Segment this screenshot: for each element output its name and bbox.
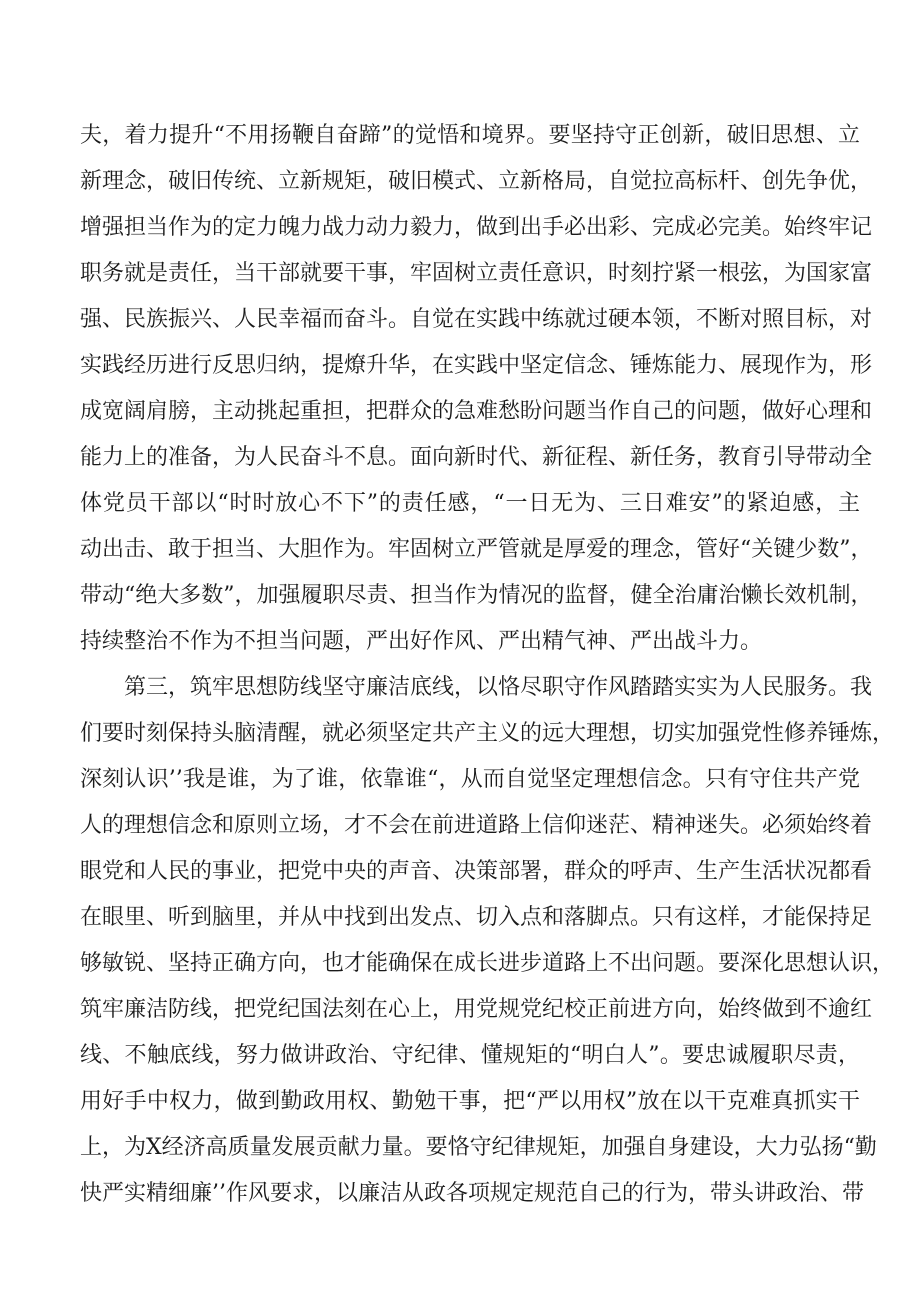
paragraph-2-line: 快严实精细廉’’作风要求，以廉洁从政各项规定规范自己的行为，带头讲政治、带 — [80, 1181, 864, 1206]
paragraph-1-line: 成宽阔肩膀，主动挑起重担，把群众的急难愁盼问题当作自己的问题，做好心理和 — [80, 399, 873, 424]
paragraph-1-line: 增强担当作为的定力魄力战力动力毅力，做到出手必出彩、完成必完美。始终牢记 — [80, 215, 873, 240]
paragraph-2-line: 们要时刻保持头脑清醒，就必须坚定共产主义的远大理想，切实加强党性修养锤炼， — [80, 721, 895, 746]
paragraph-1-line: 能力上的准备，为人民奋斗不息。面向新时代、新征程、新任务，教育引导带动全 — [80, 445, 873, 470]
paragraph-2-line: 用好手中权力，做到勤政用权、勤勉干事，把“严以用权”放在以干克难真抓实干 — [80, 1089, 860, 1114]
paragraph-2-line: 上，为X经济高质量发展贡献力量。要恪守纪律规矩，加强自身建设，大力弘扬“勤 — [80, 1135, 877, 1160]
paragraph-1-line: 实践经历进行反思归纳，提燎升华，在实践中坚定信念、锤炼能力、展现作为，形 — [80, 353, 873, 378]
paragraph-2-line: 够敏锐、坚持正确方向，也才能确保在成长进步道路上不出问题。要深化思想认识， — [80, 951, 895, 976]
paragraph-1-line: 动出击、敢于担当、大胆作为。牢固树立严管就是厚爱的理念，管好“关键少数”， — [80, 537, 873, 562]
paragraph-2-line: 筑牢廉洁防线，把党纪国法刻在心上，用党规党纪校正前进方向，始终做到不逾红 — [80, 997, 873, 1022]
paragraph-2-line: 眼党和人民的事业，把党中央的声音、决策部署，群众的呼声、生产生活状况都看 — [80, 859, 873, 884]
paragraph-1-line: 持续整治不作为不担当问题，严出好作风、严出精气神、严出战斗力。 — [80, 629, 763, 654]
paragraph-1-line: 职务就是责任，当干部就要干事，牢固树立责任意识，时刻拧紧一根弦，为国家富 — [80, 261, 873, 286]
paragraph-2-line: 线、不触底线，努力做讲政治、守纪律、懂规矩的“明白人”。要忠诚履职尽责， — [80, 1043, 860, 1068]
paragraph-2-line: 人的理想信念和原则立场，才不会在前进道路上信仰迷茫、精神迷失。必须始终着 — [80, 813, 873, 838]
paragraph-1-line: 新理念，破旧传统、立新规矩，破旧模式、立新格局，自觉拉高标杆、创先争优， — [80, 169, 873, 194]
paragraph-1-line: 体党员干部以“时时放心不下”的责任感，“一日无为、三日难安”的紧迫感，主 — [80, 491, 860, 516]
paragraph-2-line: 在眼里、听到脑里，并从中找到出发点、切入点和落脚点。只有这样，才能保持足 — [80, 905, 873, 930]
paragraph-1 — [80, 113, 873, 665]
paragraph-1-line: 强、民族振兴、人民幸福而奋斗。自觉在实践中练就过硬本领，不断对照目标，对 — [80, 307, 873, 332]
paragraph-2-line: 第三，筑牢思想防线坚守廉洁底线，以恪尽职守作风踏踏实实为人民服务。我 — [124, 675, 873, 700]
paragraph-2 — [80, 665, 895, 1217]
paragraph-2-line: 深刻认识’’我是谁，为了谁，依靠谁“，从而自觉坚定理想信念。只有守住共产党 — [80, 767, 860, 792]
paragraph-1-line: 带动“绝大多数”，加强履职尽责、担当作为情况的监督，健全治庸治懒长效机制， — [80, 583, 873, 608]
paragraph-1-line: 夫，着力提升“不用扬鞭自奋蹄”的觉悟和境界。要坚持守正创新，破旧思想、立 — [80, 123, 860, 148]
